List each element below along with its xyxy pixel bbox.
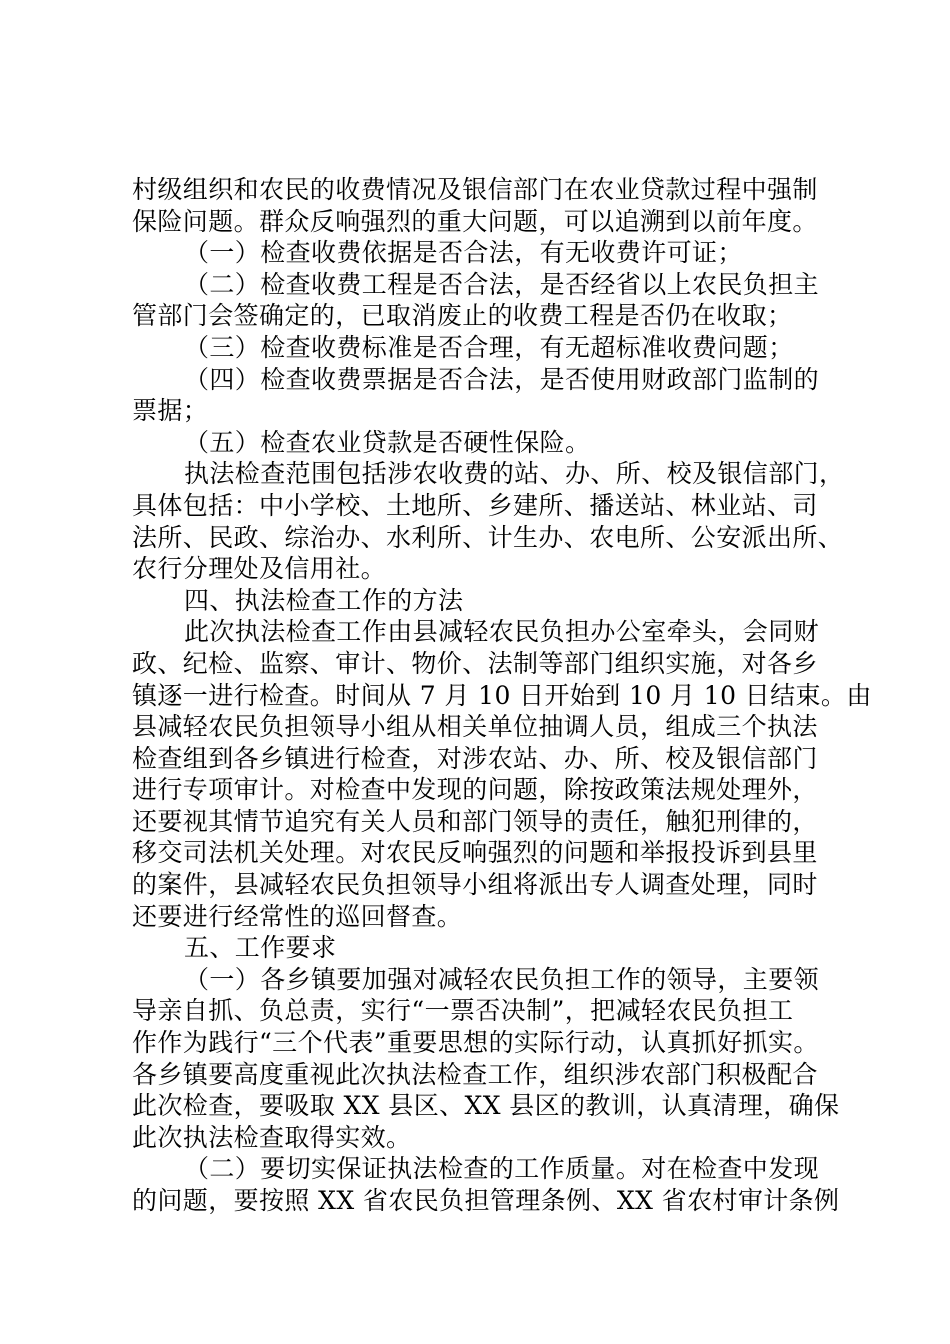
text-line: （二）要切实保证执法检查的工作质量。对在检查中发现 xyxy=(184,1154,820,1184)
text-line: 此次检查，要吸取 XX 县区、XX 县区的教训，认真清理，确保 xyxy=(132,1091,840,1121)
text-line: 镇逐一进行检查。时间从 7 月 10 日开始到 10 月 10 日结束。由 xyxy=(132,680,872,710)
text-line: 作作为践行“三个代表”重要思想的实际行动，认真抓好抓实。 xyxy=(132,1028,819,1058)
text-line: （一）各乡镇要加强对减轻农民负担工作的领导，主要领 xyxy=(184,964,820,994)
text-line: 执法检查范围包括涉农收费的站、办、所、校及银信部门， xyxy=(184,459,845,489)
text-line: （二）检查收费工程是否合法，是否经省以上农民负担主 xyxy=(184,269,820,299)
text-line: 的问题，要按照 XX 省农民负担管理条例、XX 省农村审计条例 xyxy=(132,1186,840,1215)
text-line: 导亲自抓、负总责，实行“一票否决制”，把减轻农民负担工 xyxy=(132,996,794,1026)
text-line: 还要视其情节追究有关人员和部门领导的责任，触犯刑律的， xyxy=(132,806,818,836)
text-line: 政、纪检、监察、审计、物价、法制等部门组织实施，对各乡 xyxy=(132,648,818,678)
text-line: （四）检查收费票据是否合法，是否使用财政部门监制的 xyxy=(184,364,820,394)
text-line: 农行分理处及信用社。 xyxy=(132,554,387,584)
text-line: 五、工作要求 xyxy=(184,933,337,963)
text-line: 此次执法检查取得实效。 xyxy=(132,1122,412,1152)
text-line: 各乡镇要高度重视此次执法检查工作，组织涉农部门积极配合 xyxy=(132,1059,818,1089)
text-line: 的案件，县减轻农民负担领导小组将派出专人调查处理，同时 xyxy=(132,870,818,900)
text-line: （一）检查收费依据是否合法，有无收费许可证； xyxy=(184,238,743,268)
text-line: 县减轻农民负担领导小组从相关单位抽调人员，组成三个执法 xyxy=(132,712,818,742)
text-line: 法所、民政、综治办、水利所、计生办、农电所、公安派出所、 xyxy=(132,522,844,552)
text-line: 村级组织和农民的收费情况及银信部门在农业贷款过程中强制 xyxy=(132,175,818,204)
text-line: 票据； xyxy=(132,396,209,426)
text-line: （五）检查农业贷款是否硬性保险。 xyxy=(184,427,591,457)
text-line: 具体包括：中小学校、土地所、乡建所、播送站、林业站、司 xyxy=(132,490,818,520)
text-line: 保险问题。群众反响强烈的重大问题，可以追溯到以前年度。 xyxy=(132,206,818,236)
text-line: 管部门会签确定的，已取消废止的收费工程是否仍在收取； xyxy=(132,301,793,331)
text-line: 四、执法检查工作的方法 xyxy=(184,585,464,615)
text-line: （三）检查收费标准是否合理，有无超标准收费问题； xyxy=(184,332,794,362)
text-line: 此次执法检查工作由县减轻农民负担办公室牵头，会同财 xyxy=(184,617,820,647)
text-line: 还要进行经常性的巡回督查。 xyxy=(132,901,463,931)
text-line: 进行专项审计。对检查中发现的问题，除按政策法规处理外， xyxy=(132,775,818,805)
text-line: 检查组到各乡镇进行检查，对涉农站、办、所、校及银信部门 xyxy=(132,743,818,773)
document-body-text xyxy=(132,174,872,1217)
text-line: 移交司法机关处理。对农民反响强烈的问题和举报投诉到县里 xyxy=(132,838,818,868)
